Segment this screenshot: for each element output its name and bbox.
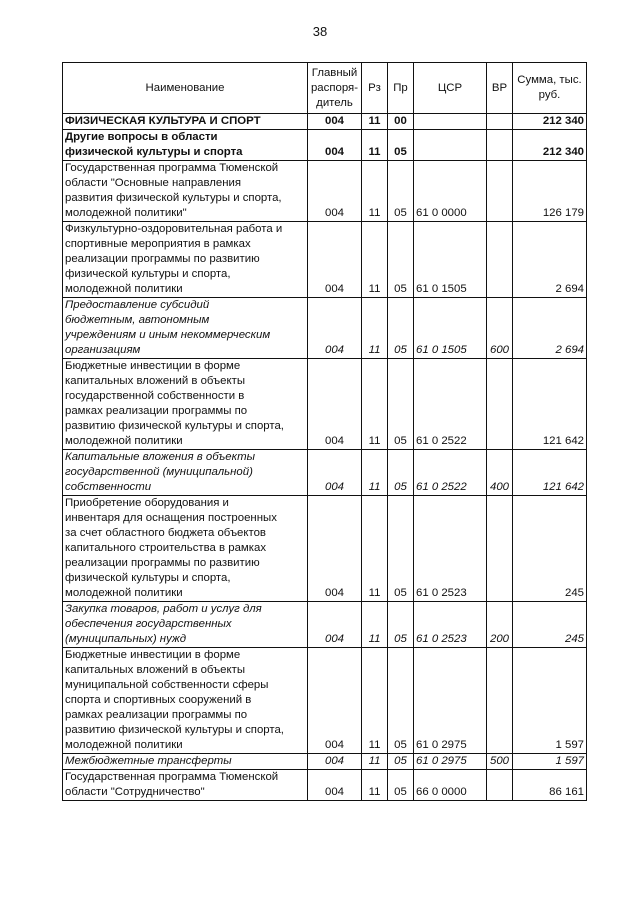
row-sum: 1 597 bbox=[513, 754, 587, 770]
table-row bbox=[63, 298, 587, 359]
table-row bbox=[63, 114, 587, 130]
row-rz: 11 bbox=[362, 161, 388, 222]
row-rz: 11 bbox=[362, 602, 388, 648]
row-csr: 61 0 2523 bbox=[414, 496, 487, 602]
row-vr: 200 bbox=[487, 602, 513, 648]
header-csr: ЦСР bbox=[414, 63, 487, 114]
table-header-row bbox=[63, 63, 587, 114]
row-rz: 11 bbox=[362, 770, 388, 801]
row-vr bbox=[487, 648, 513, 754]
row-pr: 05 bbox=[388, 130, 414, 161]
row-vr: 500 bbox=[487, 754, 513, 770]
row-rz: 11 bbox=[362, 222, 388, 298]
row-admin: 004 bbox=[308, 754, 362, 770]
row-pr: 05 bbox=[388, 496, 414, 602]
row-name: Другие вопросы в области физической культуры и спорта bbox=[63, 130, 308, 161]
row-pr: 05 bbox=[388, 648, 414, 754]
row-vr bbox=[487, 130, 513, 161]
row-pr: 05 bbox=[388, 602, 414, 648]
row-admin: 004 bbox=[308, 770, 362, 801]
table-row bbox=[63, 602, 587, 648]
row-pr: 05 bbox=[388, 161, 414, 222]
header-admin: Главный распоря-дитель bbox=[308, 63, 362, 114]
row-vr bbox=[487, 222, 513, 298]
row-rz: 11 bbox=[362, 298, 388, 359]
row-csr: 61 0 2522 bbox=[414, 359, 487, 450]
table-row bbox=[63, 161, 587, 222]
row-sum: 121 642 bbox=[513, 450, 587, 496]
row-pr: 05 bbox=[388, 359, 414, 450]
row-csr bbox=[414, 114, 487, 130]
row-admin: 004 bbox=[308, 496, 362, 602]
row-pr: 00 bbox=[388, 114, 414, 130]
table-row bbox=[63, 770, 587, 801]
row-sum: 126 179 bbox=[513, 161, 587, 222]
row-sum: 2 694 bbox=[513, 298, 587, 359]
row-rz: 11 bbox=[362, 450, 388, 496]
row-vr bbox=[487, 496, 513, 602]
row-csr: 61 0 2975 bbox=[414, 648, 487, 754]
row-name: Государственная программа Тюменской области "Основные направления развития физической культуры и спорта, молодежной политики" bbox=[63, 161, 308, 222]
row-sum: 212 340 bbox=[513, 114, 587, 130]
row-vr bbox=[487, 161, 513, 222]
row-admin: 004 bbox=[308, 602, 362, 648]
table-row bbox=[63, 359, 587, 450]
row-sum: 86 161 bbox=[513, 770, 587, 801]
row-admin: 004 bbox=[308, 648, 362, 754]
table-row bbox=[63, 450, 587, 496]
row-csr: 61 0 2522 bbox=[414, 450, 487, 496]
row-pr: 05 bbox=[388, 450, 414, 496]
row-name: ФИЗИЧЕСКАЯ КУЛЬТУРА И СПОРТ bbox=[63, 114, 308, 130]
row-name: Закупка товаров, работ и услуг для обеспечения государственных (муниципальных) нужд bbox=[63, 602, 308, 648]
row-sum: 1 597 bbox=[513, 648, 587, 754]
row-pr: 05 bbox=[388, 770, 414, 801]
row-name: Капитальные вложения в объекты государственной (муниципальной) собственности bbox=[63, 450, 308, 496]
row-admin: 004 bbox=[308, 298, 362, 359]
row-rz: 11 bbox=[362, 114, 388, 130]
row-sum: 245 bbox=[513, 496, 587, 602]
row-admin: 004 bbox=[308, 161, 362, 222]
row-vr bbox=[487, 114, 513, 130]
row-admin: 004 bbox=[308, 450, 362, 496]
row-csr: 66 0 0000 bbox=[414, 770, 487, 801]
row-sum: 245 bbox=[513, 602, 587, 648]
row-admin: 004 bbox=[308, 130, 362, 161]
row-sum: 212 340 bbox=[513, 130, 587, 161]
row-csr: 61 0 1505 bbox=[414, 298, 487, 359]
header-vr: ВР bbox=[487, 63, 513, 114]
row-name: Приобретение оборудования и инвентаря для оснащения построенных за счет областного бюджета объектов капитального строительства в рамках реализации программы по развитию физической культуры и спорта, молодежной политики bbox=[63, 496, 308, 602]
header-pr: Пр bbox=[388, 63, 414, 114]
row-pr: 05 bbox=[388, 222, 414, 298]
page-number: 38 bbox=[312, 24, 328, 39]
row-name: Физкультурно-оздоровительная работа и спортивные мероприятия в рамках реализации программы по развитию физической культуры и спорта, молодежной политики bbox=[63, 222, 308, 298]
row-vr: 600 bbox=[487, 298, 513, 359]
header-sum: Сумма, тыс. руб. bbox=[513, 63, 587, 114]
table-row bbox=[63, 496, 587, 602]
row-vr: 400 bbox=[487, 450, 513, 496]
row-name: Бюджетные инвестиции в форме капитальных вложений в объекты муниципальной собственности сферы спорта и спортивных сооружений в рамках реализации программы по развитию физической культуры и спорта, молодежной политики bbox=[63, 648, 308, 754]
row-pr: 05 bbox=[388, 754, 414, 770]
row-csr: 61 0 1505 bbox=[414, 222, 487, 298]
table-row bbox=[63, 130, 587, 161]
row-sum: 2 694 bbox=[513, 222, 587, 298]
table-row bbox=[63, 222, 587, 298]
row-csr bbox=[414, 130, 487, 161]
row-csr: 61 0 2523 bbox=[414, 602, 487, 648]
row-rz: 11 bbox=[362, 130, 388, 161]
row-sum: 121 642 bbox=[513, 359, 587, 450]
row-rz: 11 bbox=[362, 754, 388, 770]
header-name: Наименование bbox=[63, 63, 308, 114]
budget-table bbox=[62, 62, 587, 801]
row-vr bbox=[487, 770, 513, 801]
row-rz: 11 bbox=[362, 496, 388, 602]
row-pr: 05 bbox=[388, 298, 414, 359]
row-rz: 11 bbox=[362, 648, 388, 754]
row-rz: 11 bbox=[362, 359, 388, 450]
row-vr bbox=[487, 359, 513, 450]
row-admin: 004 bbox=[308, 222, 362, 298]
row-name: Предоставление субсидий бюджетным, автономным учреждениям и иным некоммерческим организациям bbox=[63, 298, 308, 359]
row-name: Межбюджетные трансферты bbox=[63, 754, 308, 770]
row-csr: 61 0 2975 bbox=[414, 754, 487, 770]
table-row bbox=[63, 648, 587, 754]
row-name: Бюджетные инвестиции в форме капитальных вложений в объекты государственной собственности в рамках реализации программы по развитию физической культуры и спорта, молодежной политики bbox=[63, 359, 308, 450]
row-admin: 004 bbox=[308, 114, 362, 130]
row-name: Государственная программа Тюменской области "Сотрудничество" bbox=[63, 770, 308, 801]
row-admin: 004 bbox=[308, 359, 362, 450]
table-row bbox=[63, 754, 587, 770]
header-rz: Рз bbox=[362, 63, 388, 114]
row-csr: 61 0 0000 bbox=[414, 161, 487, 222]
